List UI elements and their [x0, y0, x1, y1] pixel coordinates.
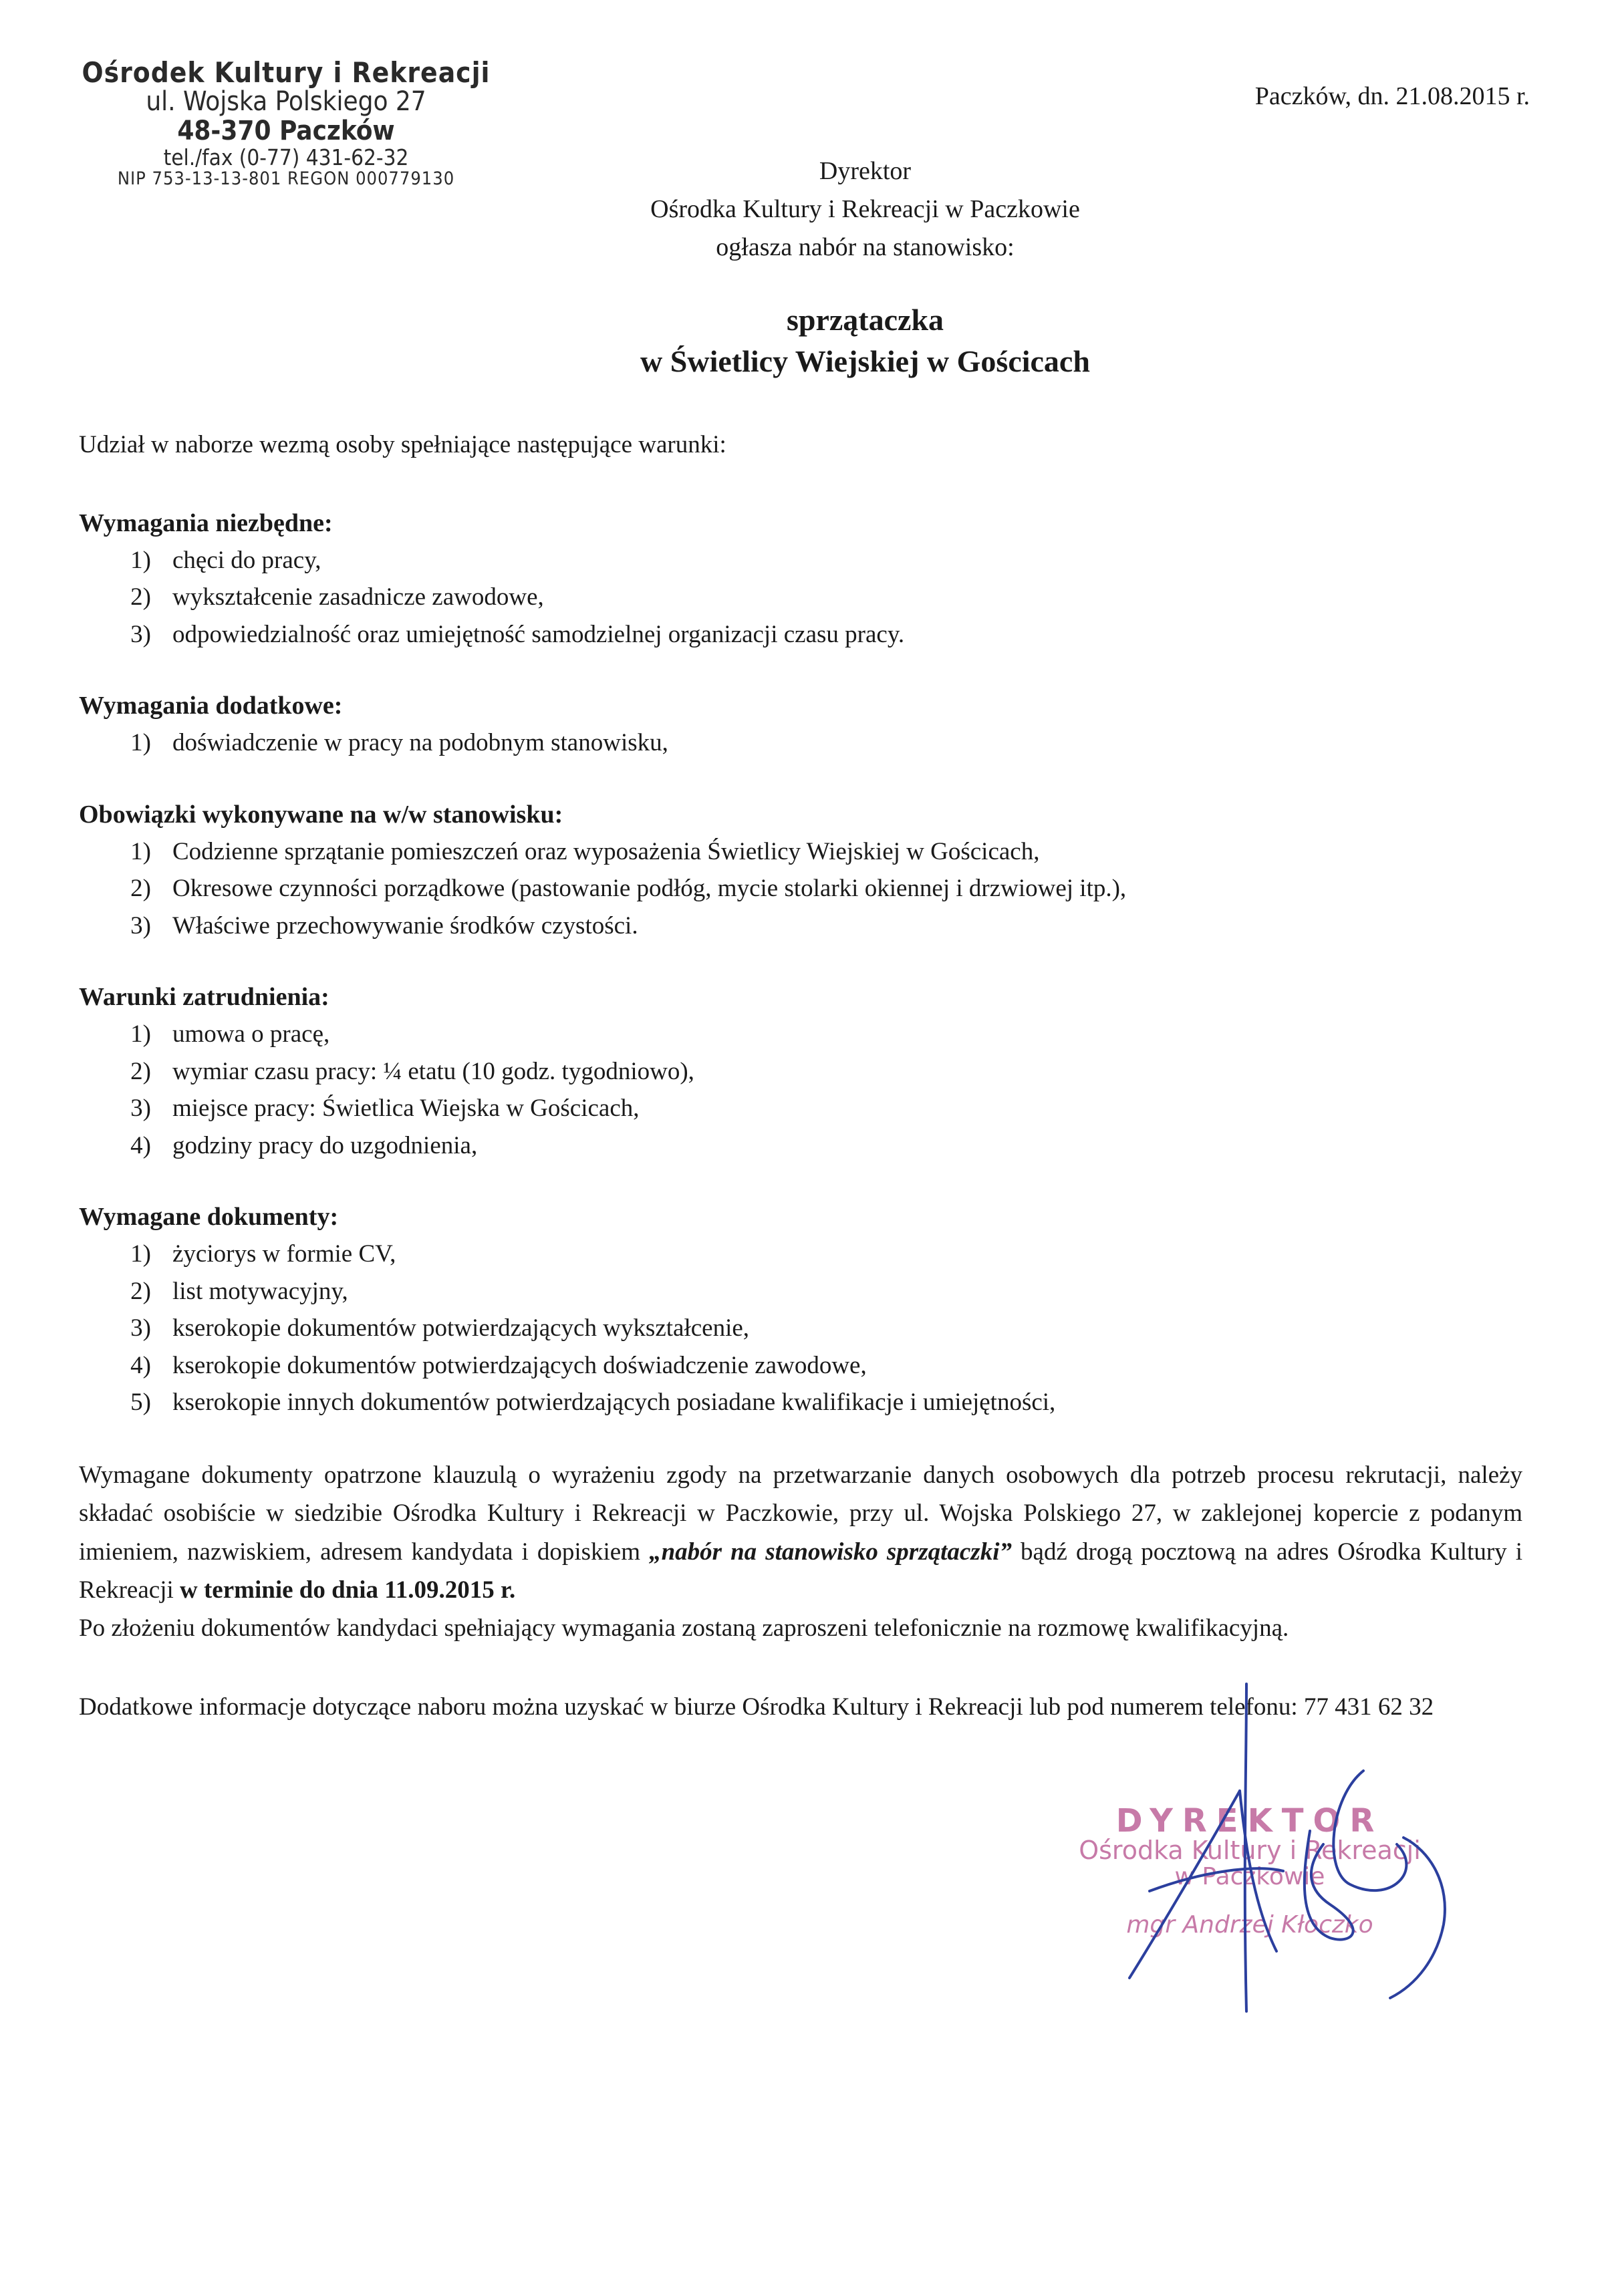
stamp-city: 48-370 Paczków — [177, 115, 395, 146]
requirements-section — [79, 505, 1522, 654]
list-item-text: chęci do pracy, — [172, 546, 321, 574]
contact-paragraph: Dodatkowe informacje dotyczące naboru można uzyskać w biurze Ośrodka Kultury i Rekreacji lub pod numerem telefonu: 77 431 62 32 — [79, 1693, 1434, 1721]
list-item-text: Właściwe przechowywanie środków czystości. — [172, 911, 638, 940]
list-item — [79, 1384, 1522, 1421]
section-heading: Warunki zatrudnienia: — [79, 983, 329, 1012]
section-list — [79, 1236, 1522, 1421]
list-item — [79, 542, 1522, 579]
section-list — [79, 724, 1522, 762]
list-item-text: umowa o pracę, — [172, 1020, 330, 1048]
list-item-number: 1) — [130, 546, 151, 574]
requirements-section — [79, 797, 1522, 945]
list-item-number: 2) — [130, 1057, 151, 1085]
list-item-text: wykształcenie zasadnicze zawodowe, — [172, 583, 544, 611]
list-item-number: 1) — [130, 837, 151, 865]
requirements-section — [79, 1199, 1522, 1421]
document-date: Paczków, dn. 21.08.2015 r. — [1254, 82, 1530, 110]
announcement-intro — [0, 152, 1610, 267]
stamp-phone: tel./fax (0-77) 431-62-32 — [163, 144, 409, 170]
list-item-number: 1) — [130, 1020, 151, 1048]
requirements-sections — [79, 505, 1522, 1421]
list-item-number: 2) — [130, 1277, 151, 1305]
position-heading — [0, 299, 1610, 382]
list-item-number: 4) — [130, 1131, 151, 1159]
submission-text-2: bądź drogą pocztową na adres Ośrodka Kultury i Rekreacji — [79, 1538, 1523, 1604]
list-item — [79, 870, 1522, 907]
stamp-street: ul. Wojska Polskiego 27 — [146, 86, 426, 118]
requirements-section — [79, 979, 1522, 1164]
list-item-number: 3) — [130, 1095, 151, 1123]
position-title: sprzątaczka — [786, 303, 944, 337]
submission-text-1: Wymagane dokumenty opatrzone klauzulą o wyrażeniu zgody na przetwarzanie danych osobowych dla potrzeb procesu rekrutacji, należy składać osobiście w siedzibie Ośrodka Kultury i Rekreacji w Paczkowie, przy ul. Wojska Polskiego 27, w zaklejonej kopercie z podanym imieniem, nazwiskiem, adresem kandydata i dopiskiem — [79, 1461, 1522, 1566]
list-item — [79, 1053, 1522, 1091]
submission-text-3: Po złożeniu dokumentów kandydaci spełniający wymagania zostaną zaproszeni telefonicznie na rozmowę kwalifikacyjną. — [79, 1614, 1289, 1642]
list-item-number: 1) — [130, 729, 151, 757]
stamp-ids: NIP 753-13-13-801 REGON 000779130 — [117, 168, 455, 190]
list-item-text: doświadczenie w pracy na podobnym stanowisku, — [172, 729, 668, 757]
list-item-text: kserokopie dokumentów potwierdzających wykształcenie, — [172, 1314, 750, 1342]
handwritten-signature — [1109, 1671, 1484, 2018]
list-item — [79, 1090, 1522, 1127]
section-list — [79, 1016, 1522, 1164]
submission-deadline: w terminie do dnia 11.09.2015 r. — [180, 1576, 516, 1604]
list-item-text: list motywacyjny, — [172, 1277, 348, 1305]
list-item-text: wymiar czasu pracy: ¼ etatu (10 godz. tygodniowo), — [172, 1057, 694, 1085]
list-item — [79, 579, 1522, 616]
list-item — [79, 833, 1522, 871]
list-item-number: 2) — [130, 875, 151, 903]
section-heading: Wymagania niezbędne: — [79, 509, 333, 537]
director-stamp-city: w Paczkowie — [1174, 1863, 1325, 1891]
list-item — [79, 1236, 1522, 1273]
list-item-text: życiorys w formie CV, — [172, 1240, 396, 1268]
list-item — [79, 1347, 1522, 1385]
list-item — [79, 907, 1522, 945]
intro-announces: ogłasza nabór na stanowisko: — [716, 233, 1015, 261]
intro-director: Dyrektor — [819, 157, 912, 185]
director-stamp-title: DYREKTOR — [1115, 1802, 1384, 1840]
list-item-number: 5) — [130, 1389, 151, 1417]
submission-paragraph — [79, 1456, 1522, 1648]
submission-label: „nabór na stanowisko sprzątaczki” — [649, 1538, 1012, 1566]
section-heading: Wymagania dodatkowe: — [79, 692, 343, 720]
list-item — [79, 1310, 1522, 1347]
list-item-text: Okresowe czynności porządkowe (pastowanie podłóg, mycie stolarki okiennej i drzwiowej itp.), — [172, 875, 1127, 903]
list-item-text: odpowiedzialność oraz umiejętność samodzielnej organizacji czasu pracy. — [172, 620, 905, 648]
list-item-number: 3) — [130, 1314, 151, 1342]
list-item-text: kserokopie dokumentów potwierdzających doświadczenie zawodowe, — [172, 1351, 867, 1379]
list-item-number: 4) — [130, 1351, 151, 1379]
list-item-number: 1) — [130, 1240, 151, 1268]
section-list — [79, 833, 1522, 945]
list-item — [79, 616, 1522, 654]
director-stamp-org: Ośrodka Kultury i Rekreacji — [1079, 1836, 1421, 1866]
position-place: w Świetlicy Wiejskiej w Gościcach — [640, 344, 1090, 379]
list-item — [79, 1016, 1522, 1053]
lead-text: Udział w naborze wezmą osoby spełniające następujące warunki: — [79, 431, 726, 458]
list-item-number: 2) — [130, 583, 151, 611]
section-list — [79, 542, 1522, 654]
section-heading: Wymagane dokumenty: — [79, 1203, 339, 1232]
document-body — [79, 426, 1522, 1751]
list-item-text: Codzienne sprzątanie pomieszczeń oraz wyposażenia Świetlicy Wiejskiej w Gościcach, — [172, 837, 1040, 865]
list-item — [79, 1127, 1522, 1165]
list-item-text: godziny pracy do uzgodnienia, — [172, 1131, 478, 1159]
list-item-text: miejsce pracy: Świetlica Wiejska w Gościcach, — [172, 1095, 640, 1123]
stamp-name: Ośrodek Kultury i Rekreacji — [82, 56, 491, 89]
list-item — [79, 1273, 1522, 1310]
list-item-number: 3) — [130, 911, 151, 940]
intro-organization: Ośrodka Kultury i Rekreacji w Paczkowie — [650, 195, 1080, 223]
list-item-text: kserokopie innych dokumentów potwierdzających posiadane kwalifikacje i umiejętności, — [172, 1389, 1056, 1417]
director-stamp-name: mgr Andrzej Kłoczko — [1126, 1911, 1373, 1939]
requirements-section — [79, 688, 1522, 762]
section-heading: Obowiązki wykonywane na w/w stanowisku: — [79, 800, 563, 829]
list-item — [79, 724, 1522, 762]
list-item-number: 3) — [130, 620, 151, 648]
